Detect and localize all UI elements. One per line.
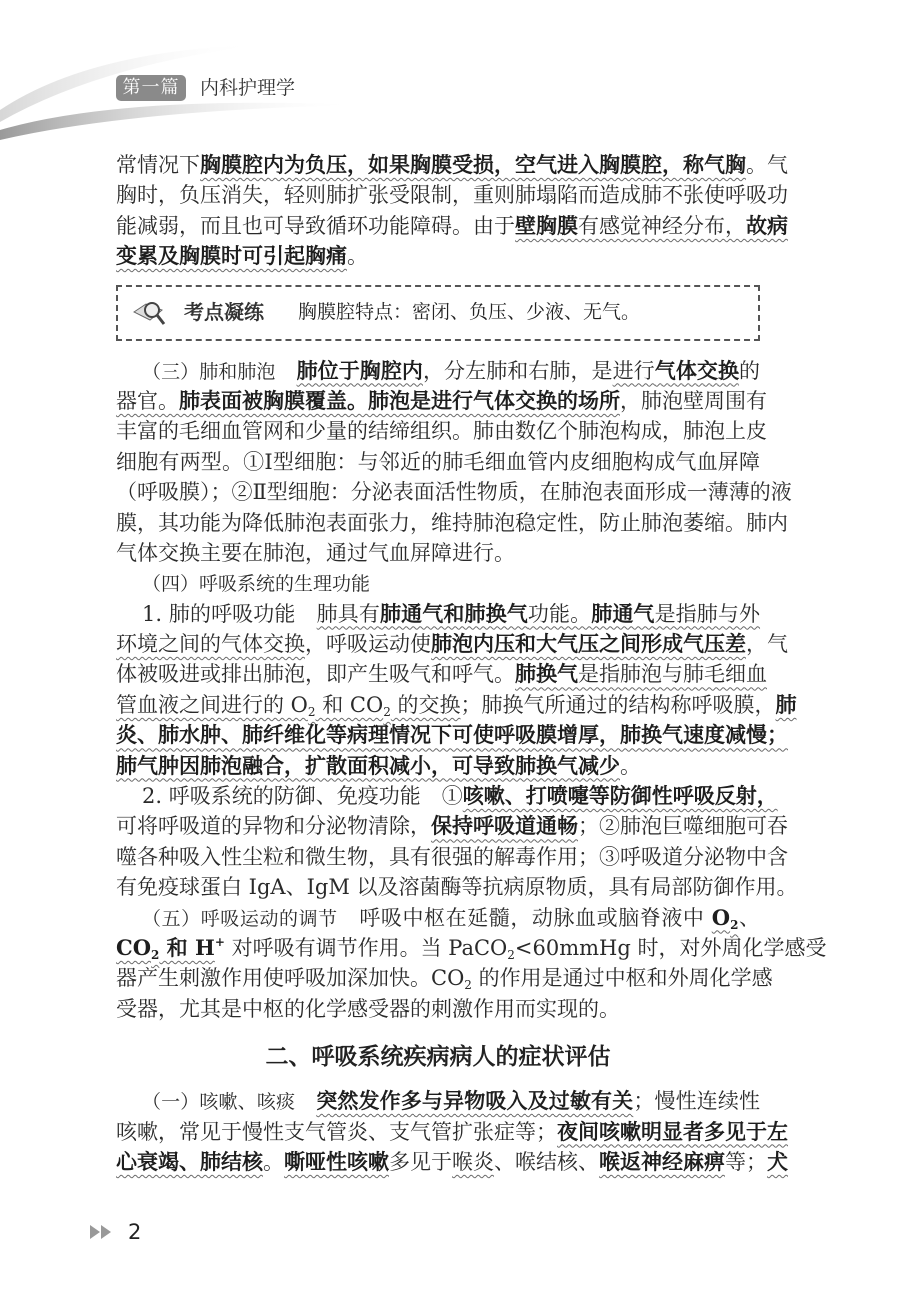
- text-segment: 2: [507, 947, 515, 962]
- text-segment: [295, 1089, 316, 1113]
- text-line: [116, 386, 767, 416]
- text-line: [116, 356, 760, 386]
- paragraph: [116, 781, 798, 903]
- emphasized-text: 突然发作多与异物吸入及过敏有关: [316, 1088, 634, 1114]
- text-segment: ，呼吸运动使: [305, 632, 431, 657]
- text-line: [116, 811, 788, 841]
- text-segment: 2. 呼吸系统的防御、免疫功能: [142, 784, 421, 809]
- text-line: [116, 1117, 788, 1147]
- emphasized-text: 肺: [775, 691, 797, 717]
- emphasized-text: 是指肺与外: [654, 601, 761, 626]
- text-line: [116, 599, 760, 629]
- text-segment: 可将呼吸道的异物和分泌物清除，: [116, 814, 431, 839]
- emphasized-text: CO: [116, 934, 152, 960]
- paragraph: [116, 356, 792, 569]
- text-segment: 细胞有两型。①Ⅰ型细胞：与邻近的肺毛细血管内皮细胞构成气血屏障: [116, 449, 760, 474]
- emphasized-text: 是指肺泡与肺毛细血: [578, 662, 767, 687]
- text-line: [116, 1147, 788, 1177]
- page-number-footer: [88, 1220, 141, 1244]
- key-point-box: [116, 285, 760, 341]
- text-segment: （呼吸膜）；②Ⅱ型细胞：分泌表面活性物质，在肺泡表面形成一薄薄的液: [116, 480, 792, 505]
- magnifier-book-icon: [132, 298, 168, 328]
- text-line: [116, 659, 767, 689]
- emphasized-text: 夜间咳嗽明显者多见于左: [557, 1118, 788, 1144]
- text-segment: 等；: [725, 1149, 767, 1174]
- emphasized-text: 故病: [746, 212, 788, 238]
- emphasized-text: 嘶哑性咳嗽: [284, 1148, 389, 1174]
- paragraph: [116, 903, 827, 1025]
- text-segment: 噬各种吸入性尘粒和微生物，具有很强的解毒作用；③呼吸道分泌物中含: [116, 844, 788, 869]
- text-segment: 膜，其功能为降低肺泡表面张力，维持肺泡稳定性，防止肺泡萎缩。肺内: [116, 510, 788, 535]
- text-line: [116, 842, 788, 872]
- text-line: [116, 1086, 760, 1116]
- emphasized-text: 肺通气: [591, 600, 655, 626]
- emphasized-text: 2: [730, 917, 739, 932]
- text-segment: 对呼吸有调节作用。当 PaCO: [224, 935, 508, 960]
- text-segment: 气体交换主要在肺泡，通过气血屏障进行。: [116, 540, 515, 565]
- text-segment: 咳嗽，常见于慢性支气管炎、支气管扩张症等；: [116, 1119, 557, 1144]
- section-heading: 二、呼吸系统疾病病人的症状评估: [265, 1044, 611, 1071]
- text-segment: 能减弱，而且也可导致循环功能障碍。由于: [116, 213, 515, 238]
- text-segment: ，气: [746, 632, 788, 657]
- text-line: [116, 994, 760, 1024]
- text-segment: 胸时，负压消失，轻则肺扩张受限制，重则肺塌陷而造成肺不张使呼吸功: [116, 183, 788, 208]
- key-point-label: 考点凝练: [184, 299, 264, 324]
- paragraph: [116, 599, 797, 781]
- text-segment: 体被吸进或排出肺泡，即产生吸气和呼气。: [116, 662, 515, 687]
- text-segment: 。: [263, 1149, 284, 1174]
- text-segment: 常情况下: [116, 153, 200, 177]
- emphasized-text: 犬: [767, 1148, 788, 1174]
- emphasized-text: 变累及胸膜时可引起胸痛: [116, 243, 347, 269]
- text-segment: 呼吸中枢在延髓，动脉血或脑脊液中: [337, 905, 712, 930]
- paragraph: [116, 1086, 788, 1177]
- text-segment: 。气: [746, 153, 788, 177]
- text-segment: ，肺泡壁周围有: [620, 388, 767, 413]
- emphasized-text: 肺泡内压和大气压之间形成气压差: [431, 631, 746, 657]
- emphasized-text: O: [711, 904, 731, 930]
- subsection-heading: （五）呼吸运动的调节: [142, 907, 338, 930]
- emphasized-text: 保持呼吸道通畅: [431, 813, 578, 839]
- text-line: [116, 477, 792, 507]
- text-segment: [296, 602, 317, 626]
- text-segment: ；②肺泡巨噬细胞可吞: [578, 814, 788, 839]
- emphasized-text: 壁胸膜: [515, 212, 578, 238]
- key-point-text: 胸膜腔特点：密闭、负压、少液、无气。: [298, 300, 641, 323]
- emphasized-text: 管血液之间进行的 O: [116, 692, 308, 717]
- text-line: [116, 150, 788, 180]
- text-segment: 器产生刺激作用使呼吸加深加快。CO: [116, 966, 465, 991]
- emphasized-text: 环境之间的气体交换: [116, 632, 305, 657]
- text-segment: 1. 肺的呼吸功能: [142, 601, 296, 626]
- emphasized-text: 肺位于胸腔内: [296, 357, 423, 383]
- text-line: [116, 629, 788, 659]
- paragraph: [116, 568, 760, 598]
- text-line: [116, 690, 797, 720]
- emphasized-text: 功能。: [527, 601, 592, 626]
- emphasized-text: 肺换气: [515, 661, 578, 687]
- text-line: [116, 416, 767, 446]
- subsection-heading: （一）咳嗽、咳痰: [142, 1091, 296, 1114]
- emphasized-text: 喉炎: [452, 1149, 494, 1174]
- emphasized-text: 和 CO: [315, 692, 384, 717]
- text-segment: [275, 359, 296, 383]
- text-segment: 。: [347, 244, 368, 269]
- emphasized-text: 进行: [612, 358, 655, 383]
- text-line: [116, 781, 778, 811]
- text-line: [116, 903, 760, 933]
- text-segment: 多见于: [389, 1149, 452, 1174]
- emphasized-text: 有感觉神经分布，: [578, 213, 746, 238]
- text-segment: 的: [739, 358, 761, 383]
- paragraph: [116, 150, 788, 272]
- text-line: [116, 568, 760, 598]
- text-segment: 受器，尤其是中枢的化学感受器的刺激作用而实现的。: [116, 996, 620, 1021]
- emphasized-text: 肺表面被胸膜覆盖。肺泡是进行气体交换的场所: [179, 387, 620, 413]
- subsection-heading: （四）呼吸系统的生理功能: [142, 573, 371, 596]
- emphasized-text: 2: [383, 704, 391, 719]
- text-line: [116, 872, 798, 902]
- emphasized-text: 胸膜腔内为负压，如果胸膜受损，空气进入胸膜腔，称气胸: [200, 152, 746, 177]
- subsection-heading: （三）肺和肺泡: [142, 360, 276, 383]
- emphasized-text: 的交换: [390, 692, 461, 717]
- emphasized-text: 2: [151, 947, 160, 962]
- text-segment: <60mmHg 时，对外周化学感受: [514, 935, 827, 960]
- text-segment: 、: [738, 905, 760, 930]
- text-segment: ①: [420, 784, 463, 809]
- emphasized-text: 和 H: [159, 934, 215, 960]
- text-segment: 。: [620, 753, 641, 778]
- part-title: 内科护理学: [200, 77, 296, 99]
- emphasized-text: 肺具有: [316, 601, 381, 626]
- emphasized-text: 喉返神经麻痹: [599, 1148, 725, 1174]
- text-line: [116, 751, 760, 781]
- text-line: [116, 447, 760, 477]
- double-arrow-icon: [88, 1223, 118, 1241]
- text-line: [116, 211, 788, 241]
- text-line: [116, 180, 788, 210]
- emphasized-text: 器官。: [116, 388, 179, 413]
- emphasized-text: 炎、肺水肿、肺纤维化等病理情况下可使呼吸膜增厚，肺换气速度减慢；: [116, 722, 788, 748]
- text-segment: ；慢性连续性: [633, 1089, 760, 1114]
- page-number: 2: [128, 1220, 142, 1244]
- text-line: [116, 508, 788, 538]
- text-segment: 2: [464, 978, 472, 993]
- text-line: [116, 720, 788, 750]
- page-body: [116, 150, 827, 1177]
- text-line: [116, 933, 827, 963]
- emphasized-text: 心衰竭、肺结核: [116, 1148, 263, 1174]
- text-segment: ，分左肺和右肺，是: [422, 358, 613, 383]
- text-line: [116, 241, 760, 271]
- text-line: [116, 963, 773, 993]
- emphasized-text: 肺气肿因肺泡融合，扩散面积减小，可导致肺换气减少: [116, 752, 620, 778]
- text-segment: 丰富的毛细血管网和少量的结缔组织。肺由数亿个肺泡构成，肺泡上皮: [116, 419, 767, 444]
- text-segment: 、喉结核、: [494, 1149, 599, 1174]
- emphasized-text: 2: [307, 704, 316, 719]
- text-segment: ；肺换气所通过的结构称呼吸膜，: [460, 692, 776, 717]
- emphasized-text: 肺通气和肺换气: [380, 600, 528, 626]
- text-segment: 有免疫球蛋白 IgA、IgM 以及溶菌酶等抗病原物质，具有局部防御作用。: [116, 875, 798, 900]
- emphasized-text: 气体交换: [654, 357, 740, 383]
- text-line: [116, 538, 760, 568]
- text-segment: +: [214, 934, 225, 949]
- text-segment: 的作用是通过中枢和外周化学感: [471, 966, 773, 991]
- part-label-tag: 第一篇: [116, 75, 186, 101]
- emphasized-text: 咳嗽、打喷嚏等防御性呼吸反射，: [462, 783, 778, 809]
